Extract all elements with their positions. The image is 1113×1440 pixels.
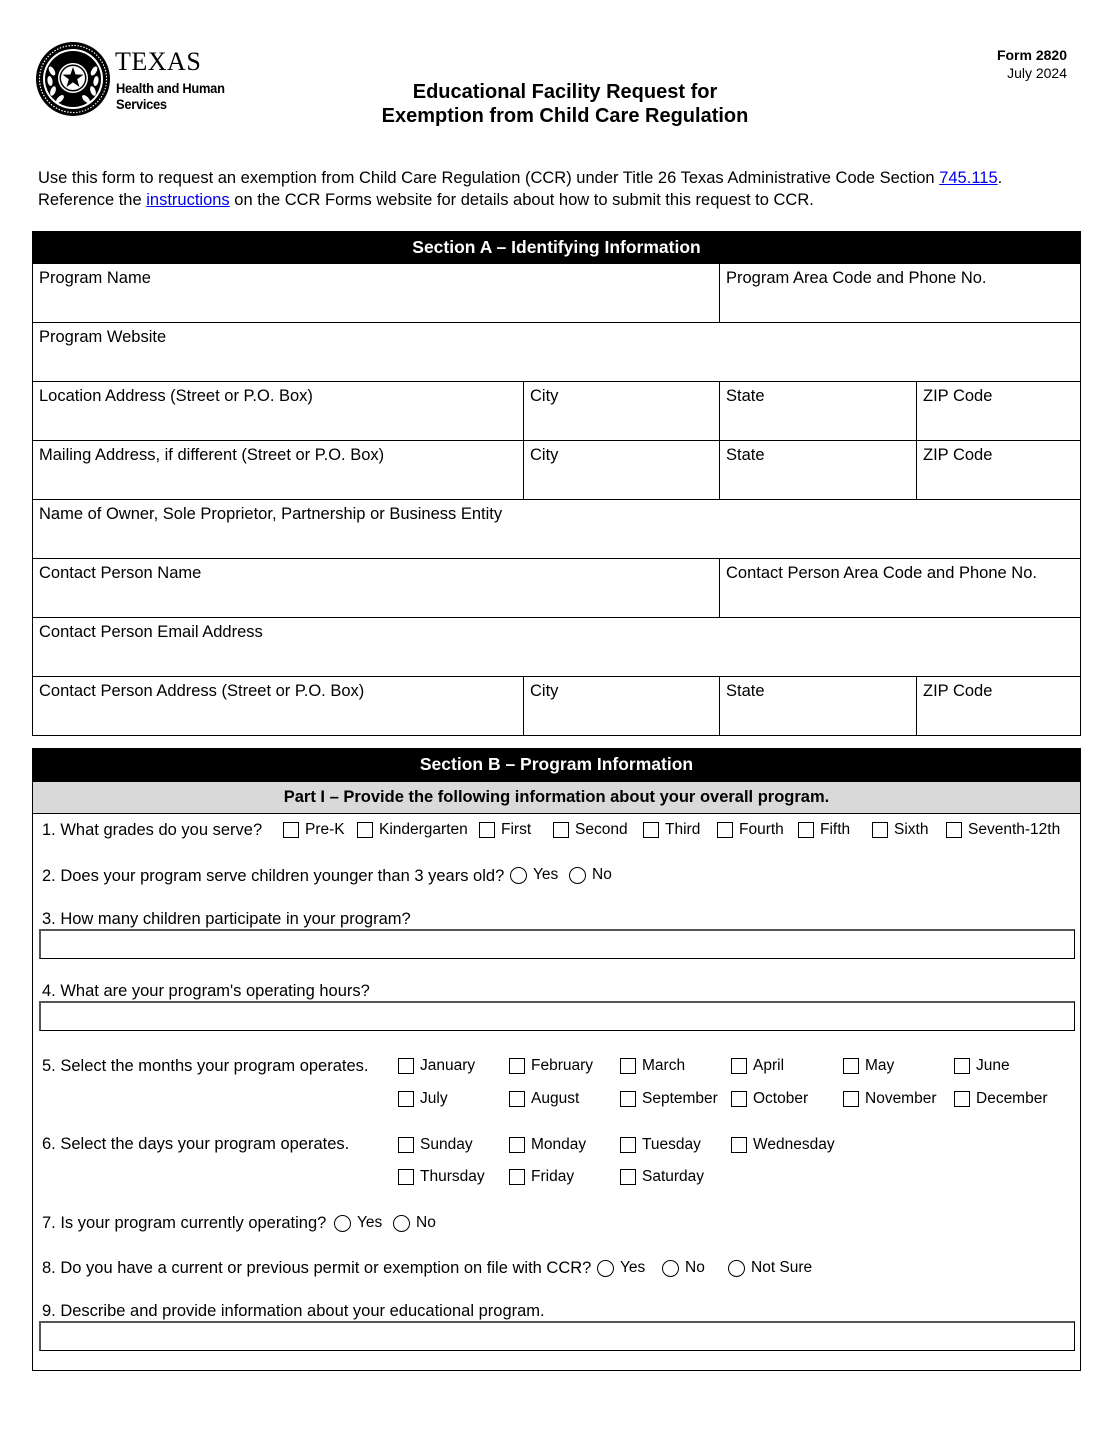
tac-745-115-link[interactable]: 745.115 [939, 169, 998, 187]
contact-city-field[interactable]: City [524, 677, 720, 735]
q2-yes-radio[interactable]: Yes [510, 866, 558, 884]
form-row [32, 559, 1081, 618]
month-march-checkbox[interactable]: March [620, 1057, 685, 1075]
radio-icon [334, 1215, 351, 1232]
operating-hours-input[interactable] [39, 1001, 1075, 1031]
logo-texas-text: TEXAS [115, 47, 202, 76]
form-row [32, 500, 1081, 559]
section-a [32, 231, 1081, 736]
checkbox-icon [620, 1169, 636, 1185]
contact-email-field[interactable]: Contact Person Email Address [39, 623, 263, 641]
radio-icon [728, 1260, 745, 1277]
radio-icon [662, 1260, 679, 1277]
day-monday-checkbox[interactable]: Monday [509, 1136, 586, 1154]
grade-second-checkbox[interactable]: Second [553, 821, 628, 839]
month-september-checkbox[interactable]: September [620, 1090, 718, 1108]
q1-label: 1. What grades do you serve? [42, 821, 263, 839]
q8-label: 8. Do you have a current or previous permit or exemption on file with CCR? [42, 1259, 592, 1277]
q2-label: 2. Does your program serve children younger than 3 years old? [42, 867, 505, 885]
checkbox-icon [731, 1137, 747, 1153]
mailing-address-field[interactable]: Mailing Address, if different (Street or P.O. Box) [33, 441, 524, 499]
q8-yes-radio[interactable]: Yes [597, 1259, 645, 1277]
contact-phone-field[interactable]: Contact Person Area Code and Phone No. [726, 564, 1037, 582]
checkbox-icon [643, 822, 659, 838]
form-number: Form 2820 [996, 47, 1067, 63]
month-june-checkbox[interactable]: June [954, 1057, 1010, 1075]
program-phone-field[interactable]: Program Area Code and Phone No. [726, 269, 987, 287]
checkbox-icon [509, 1091, 525, 1107]
form-row [32, 441, 1081, 500]
owner-name-field[interactable]: Name of Owner, Sole Proprietor, Partnership or Business Entity [39, 505, 503, 523]
radio-icon [510, 867, 527, 884]
checkbox-icon [398, 1091, 414, 1107]
month-november-checkbox[interactable]: November [843, 1090, 937, 1108]
form-identifier [997, 46, 1067, 82]
checkbox-icon [620, 1091, 636, 1107]
grade-first-checkbox[interactable]: First [479, 821, 531, 839]
q7-label: 7. Is your program currently operating? [42, 1214, 327, 1232]
form-row [32, 618, 1081, 677]
month-august-checkbox[interactable]: August [509, 1090, 579, 1108]
location-address-field[interactable]: Location Address (Street or P.O. Box) [33, 382, 524, 440]
day-wednesday-checkbox[interactable]: Wednesday [731, 1136, 835, 1154]
contact-name-field[interactable]: Contact Person Name [33, 559, 720, 617]
mailing-state-field[interactable]: State [720, 441, 917, 499]
form-row [32, 382, 1081, 441]
program-website-field[interactable]: Program Website [39, 328, 167, 346]
form-row [32, 264, 1081, 323]
grade-third-checkbox[interactable]: Third [643, 821, 700, 839]
contact-zip-field[interactable]: ZIP Code [923, 682, 993, 700]
radio-icon [569, 867, 586, 884]
grade-fourth-checkbox[interactable]: Fourth [717, 821, 784, 839]
checkbox-icon [872, 822, 888, 838]
mailing-zip-field[interactable]: ZIP Code [923, 446, 993, 464]
form-row [32, 323, 1081, 382]
logo-agency-text: Health and Human Services [116, 80, 225, 112]
form-row [32, 677, 1081, 736]
q8-not-sure-radio[interactable]: Not Sure [728, 1259, 812, 1277]
q3-label: 3. How many children participate in your program? [42, 910, 411, 928]
checkbox-icon [509, 1137, 525, 1153]
program-description-input[interactable] [39, 1321, 1075, 1351]
day-tuesday-checkbox[interactable]: Tuesday [620, 1136, 701, 1154]
month-may-checkbox[interactable]: May [843, 1057, 894, 1075]
checkbox-icon [398, 1169, 414, 1185]
grade-pre-k-checkbox[interactable]: Pre-K [283, 821, 345, 839]
checkbox-icon [798, 822, 814, 838]
intro-text: Use this form to request an exemption from Child Care Regulation (CCR) under Title 26 Texas Administrative Code Section 745.115. Reference the instructions on the CCR Forms website for details about how to submit this request to CCR. [38, 169, 1003, 209]
day-friday-checkbox[interactable]: Friday [509, 1168, 574, 1186]
contact-state-field[interactable]: State [720, 677, 917, 735]
month-july-checkbox[interactable]: July [398, 1090, 448, 1108]
checkbox-icon [843, 1091, 859, 1107]
form-date: July 2024 [1007, 65, 1067, 81]
checkbox-icon [954, 1091, 970, 1107]
checkbox-icon [479, 822, 495, 838]
month-april-checkbox[interactable]: April [731, 1057, 784, 1075]
grade-sixth-checkbox[interactable]: Sixth [872, 821, 928, 839]
q8-no-radio[interactable]: No [662, 1259, 705, 1277]
location-state-field[interactable]: State [720, 382, 917, 440]
q7-yes-radio[interactable]: Yes [334, 1214, 382, 1232]
q5-label: 5. Select the months your program operates. [42, 1057, 369, 1075]
section-b-header: Section B – Program Information [32, 748, 1081, 781]
checkbox-icon [398, 1058, 414, 1074]
checkbox-icon [731, 1058, 747, 1074]
checkbox-icon [553, 822, 569, 838]
month-december-checkbox[interactable]: December [954, 1090, 1048, 1108]
checkbox-icon [509, 1058, 525, 1074]
location-city-field[interactable]: City [524, 382, 720, 440]
page-title: Educational Facility Request for Exemption from Child Care Regulation [381, 81, 749, 127]
q2-no-radio[interactable]: No [569, 866, 612, 884]
month-february-checkbox[interactable]: February [509, 1057, 593, 1075]
grade-kindergarten-checkbox[interactable]: Kindergarten [357, 821, 468, 839]
checkbox-icon [843, 1058, 859, 1074]
month-january-checkbox[interactable]: January [398, 1057, 475, 1075]
checkbox-icon [731, 1091, 747, 1107]
mailing-city-field[interactable]: City [524, 441, 720, 499]
day-sunday-checkbox[interactable]: Sunday [398, 1136, 473, 1154]
instructions-link[interactable]: instructions [146, 191, 230, 209]
contact-address-field[interactable]: Contact Person Address (Street or P.O. Box) [33, 677, 524, 735]
checkbox-icon [954, 1058, 970, 1074]
month-october-checkbox[interactable]: October [731, 1090, 808, 1108]
checkbox-icon [357, 822, 373, 838]
checkbox-icon [283, 822, 299, 838]
grade-seventh-12th-checkbox[interactable]: Seventh-12th [946, 821, 1060, 839]
grade-fifth-checkbox[interactable]: Fifth [798, 821, 850, 839]
q4-label: 4. What are your program's operating hours? [42, 982, 370, 1000]
q6-label: 6. Select the days your program operates. [42, 1135, 350, 1153]
program-name-field[interactable]: Program Name [33, 264, 720, 322]
radio-icon [393, 1215, 410, 1232]
part-1-header: Part I – Provide the following information about your overall program. [33, 781, 1080, 814]
children-count-input[interactable] [39, 929, 1075, 959]
checkbox-icon [717, 822, 733, 838]
checkbox-icon [620, 1137, 636, 1153]
radio-icon [597, 1260, 614, 1277]
location-zip-field[interactable]: ZIP Code [923, 387, 993, 405]
checkbox-icon [398, 1137, 414, 1153]
q7-no-radio[interactable]: No [393, 1214, 436, 1232]
q9-label: 9. Describe and provide information about your educational program. [42, 1302, 545, 1320]
checkbox-icon [946, 822, 962, 838]
day-saturday-checkbox[interactable]: Saturday [620, 1168, 704, 1186]
section-a-header: Section A – Identifying Information [32, 231, 1081, 264]
checkbox-icon [509, 1169, 525, 1185]
section-b [32, 748, 1081, 1371]
checkbox-icon [620, 1058, 636, 1074]
day-thursday-checkbox[interactable]: Thursday [398, 1168, 485, 1186]
